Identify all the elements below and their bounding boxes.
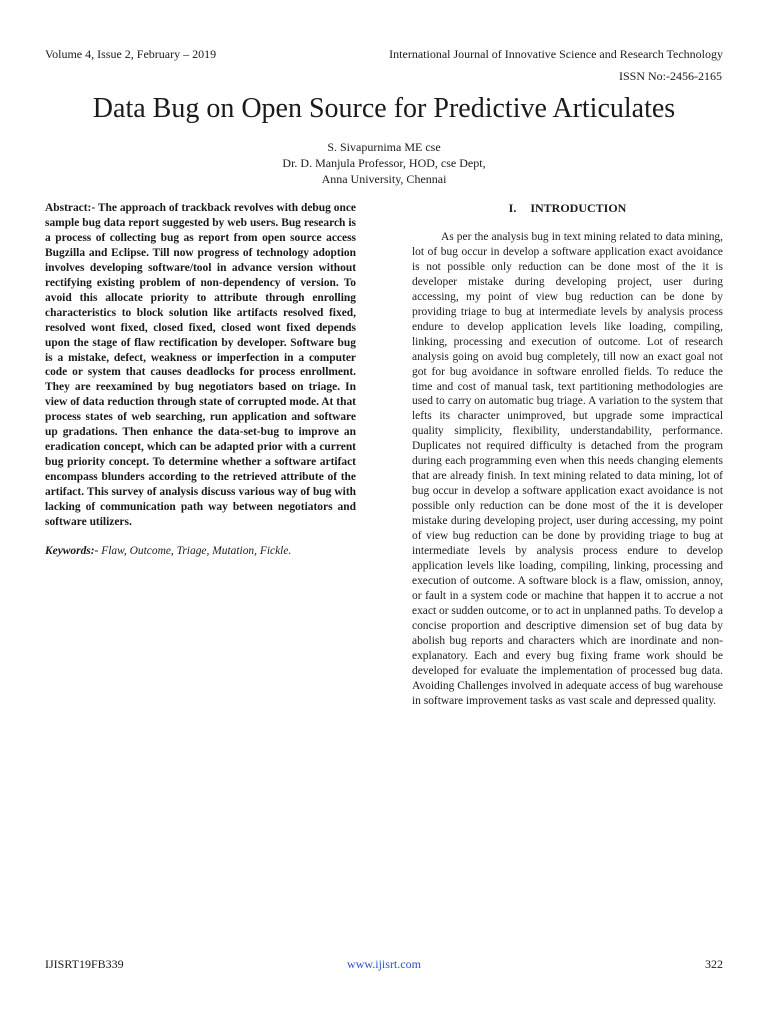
- abstract-text: Abstract:- The approach of trackback revolves with debug once sample bug data report suggested by web users. Bug research is a process of collecting bug as report from open source access Bugzilla and Eclipse. Till now progress of technology adoption involves developing software/tool in advance version without rectifying existing problem of non-dependency of version. To avoid this allocate priority to attribute through enrolling characteristics to block solution like artifacts resolved fixed, resolved wont fixed, closed fixed, closed wont fixed depends upon the stage of flaw rectification by developer. Software bug is a mistake, defect, weakness or imperfection in a computer code or system that causes deadlocks for process enrollment. They are reexamined by bug negotiators based on triage. In view of data reduction through state of corrupted mode. At that process states of web searching, run application and software up gradations. Then enhance the data-set-bug to improve an eradication concept, which can be adapted prior with a current bug priority concept. To determine whether a software artifact encompass blunders according to the retrieved attribute of the artifact. This survey of analysis discuss various way of bug with lacking of communication path way between negotiators and software utilizers.: [45, 202, 356, 529]
- footer-website-link[interactable]: www.ijisrt.com: [347, 957, 421, 971]
- author-line-1: S. Sivapurnima ME cse: [327, 140, 441, 154]
- header-journal-name: International Journal of Innovative Science and Research Technology: [389, 47, 723, 61]
- section-number: I.: [508, 201, 517, 215]
- header-volume: Volume 4, Issue 2, February – 2019: [45, 47, 217, 61]
- footer-page-number: 322: [705, 957, 723, 971]
- footer-paper-id: IJISRT19FB339: [45, 957, 124, 971]
- keywords: [45, 544, 356, 559]
- left-column: [45, 201, 356, 559]
- right-column: [412, 201, 723, 709]
- keywords-label: Keywords:-: [45, 544, 99, 557]
- author-affiliation: Anna University, Chennai: [321, 172, 447, 186]
- paper-title: Data Bug on Open Source for Predictive Articulates: [92, 93, 676, 124]
- footer-center: [0, 957, 768, 971]
- header-issn: ISSN No:-2456-2165: [618, 69, 722, 83]
- section-heading: [412, 201, 723, 216]
- author-line-2: Dr. D. Manjula Professor, HOD, cse Dept,: [282, 156, 486, 170]
- section-title: INTRODUCTION: [530, 201, 627, 215]
- introduction-body: As per the analysis bug in text mining related to data mining, lot of bug occur in develop a software application exact avoidance is not possible only reduction can be done most of the it is developer mistake during developing project, user during accessing, my point of view bug reduction can be done by providing triage to bug at intermediate levels by analysis process endure to develop application levels like loading, compiling, linking, processing and execution of outcome. Lot of research analysis going on avoid bug completely, till now an exact goal not got for bug avoidance in software enrolled fields. To reduce the time and cost of manual task, text partitioning methodologies are used to carry on automatic bug triage. A variation to the system that lefts its character unimproved, but upgrade some impractical quality simplicity, flexibility, understandability, performance. Duplicates not required difficulty is detached from the program during each programming even when this needs changing elements that are already finish. In text mining related to data mining, lot of bug occur in develop a software application exact avoidance is not possible only reduction can be done most of the it is developer mistake during developing project, user during accessing, my point of view bug reduction can be done by providing triage to bug at intermediate levels by analysis process endure to develop application levels like loading, compiling, linking, processing and execution of outcome. A software block is a flaw, omission, annoy, or fault in a system code or machine that happen it to accrue a not exact or sudden outcome, or to act in unplanned paths. To develop a concise proportion and descriptive dimension set of bug data by abolish bug reports and characters which are inordinate and non-explanatory. Each and every bug fixing frame work should be developed for evaluate the implementation of processed bug data. Avoiding Challenges involved in adequate access of bug warehouse in software improvement tasks as vast scale and depressed quality.: [412, 231, 723, 707]
- keywords-list: Flaw, Outcome, Triage, Mutation, Fickle.: [98, 544, 292, 557]
